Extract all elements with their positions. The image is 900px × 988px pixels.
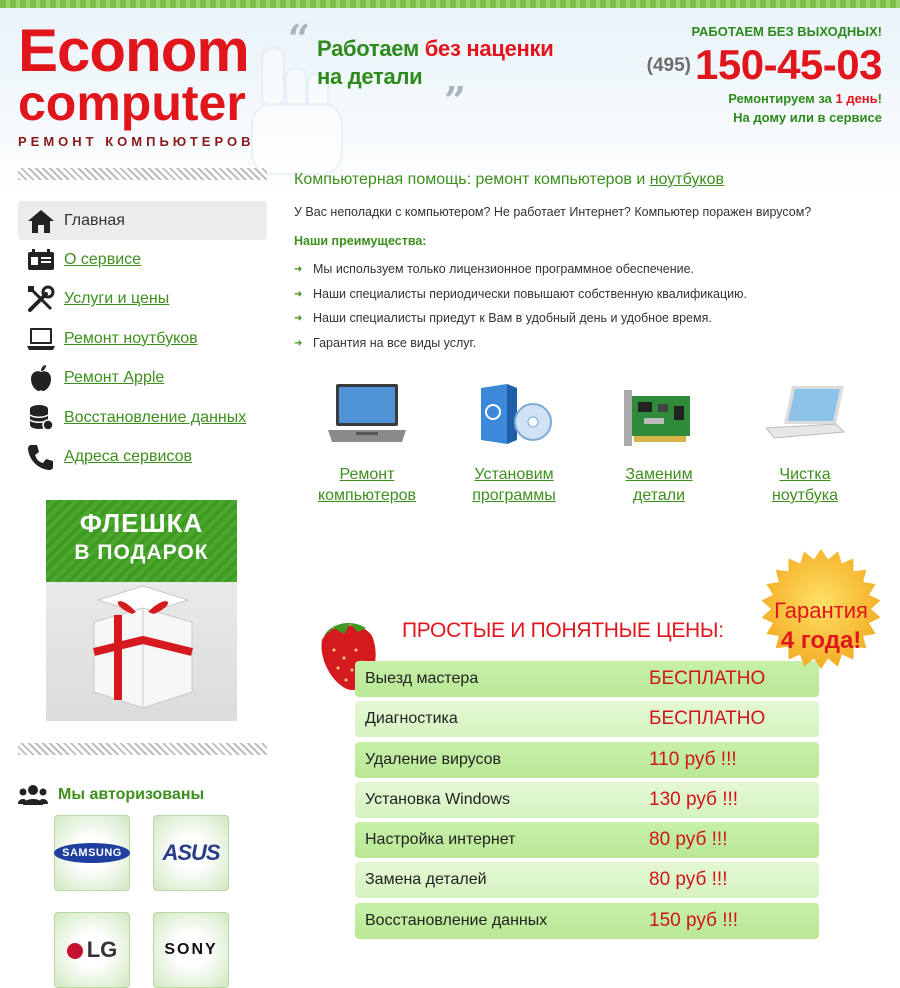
service-label-line1: Чистка [779, 466, 831, 483]
service-label-line1: Заменим [625, 466, 693, 483]
advantage-text: Наши специалисты периодически повышают собственную квалификацию. [313, 286, 747, 301]
price-value: 130 руб !!! [649, 788, 739, 810]
price-value: 150 руб !!! [649, 909, 739, 931]
logo-title-line2: computer [18, 75, 246, 131]
phone-number[interactable] [647, 41, 882, 89]
laptops-link[interactable]: ноутбуков [649, 171, 724, 188]
arrow-right-icon: ➜ [294, 288, 303, 300]
advantage-text: Наши специалисты приедут к Вам в удобный день и удобное время. [313, 311, 712, 325]
service-label-line1: Ремонт [339, 466, 395, 483]
nav-item-apple-repair[interactable] [18, 359, 267, 399]
nav-item-services[interactable] [18, 280, 267, 320]
promo-line2: В ПОДАРОК [74, 541, 209, 564]
table-row [355, 701, 819, 737]
table-row [355, 903, 819, 939]
authorized-title-text: Мы авторизованы [58, 786, 205, 803]
main-heading [294, 171, 724, 189]
slogan-highlight: без наценки [424, 36, 554, 61]
repair-prefix: Ремонтируем за [728, 91, 836, 106]
divider-hatch-bottom [18, 743, 267, 755]
arrow-right-icon: ➜ [294, 313, 303, 324]
software-box-icon [444, 378, 584, 452]
advantage-text: Мы используем только лицензионное программное обеспечение. [313, 262, 695, 276]
header-slogan [317, 35, 553, 91]
price-name: Замена деталей [365, 871, 487, 889]
table-row [355, 742, 819, 778]
price-name: Установка Windows [365, 790, 510, 808]
quote-close-icon: ” [444, 78, 466, 123]
brand-sony-text: SONY [164, 941, 218, 958]
brand-logo-asus[interactable] [153, 815, 229, 891]
nav-item-about[interactable] [18, 240, 267, 280]
nav-item-addresses[interactable] [18, 438, 267, 478]
nav-item-laptop-repair[interactable] [18, 319, 267, 359]
guarantee-line2: 4 года! [780, 627, 862, 654]
authorized-section-title [18, 780, 204, 810]
service-label-line2: детали [632, 487, 686, 504]
repair-suffix: ! [877, 91, 882, 106]
list-item [294, 262, 747, 287]
apple-icon [26, 363, 56, 393]
arrow-right-icon: ➜ [294, 337, 303, 349]
nav-label: Ремонт ноутбуков [64, 329, 198, 347]
quote-open-icon: “ [288, 16, 310, 61]
circuit-board-icon [589, 378, 729, 452]
price-value: 110 руб !!! [649, 748, 737, 770]
promo-line1: ФЛЕШКА [79, 508, 204, 538]
price-table [355, 661, 819, 943]
price-name: Настройка интернет [365, 831, 516, 849]
nav-item-data-recovery[interactable] [18, 398, 267, 438]
list-item [294, 287, 747, 312]
slogan-part1: Работаем [317, 36, 425, 61]
price-value: 80 руб !!! [649, 869, 728, 891]
brand-lg-text: LG [86, 937, 118, 962]
brand-asus-text: ASUS [162, 840, 220, 865]
laptop-image-icon [297, 378, 437, 452]
nav-label: Главная [64, 211, 125, 229]
home-icon [26, 206, 56, 236]
id-card-icon [26, 245, 56, 275]
service-replace-parts[interactable] [589, 378, 729, 506]
service-label[interactable] [444, 464, 584, 506]
promo-text [46, 508, 237, 568]
price-name: Выезд мастера [365, 670, 479, 687]
price-value: БЕСПЛАТНО [649, 668, 766, 689]
service-install-software[interactable] [444, 378, 584, 506]
service-laptop-cleaning[interactable] [735, 378, 875, 506]
table-row [355, 822, 819, 858]
repair-highlight: 1 день [835, 91, 878, 106]
phone-main: 150-45-03 [695, 41, 882, 88]
arrow-right-icon: ➜ [294, 264, 303, 275]
guarantee-line1: Гарантия [774, 598, 868, 623]
service-label[interactable] [297, 464, 437, 506]
logo-subtitle: РЕМОНТ КОМПЬЮТЕРОВ [18, 134, 255, 149]
database-icon [26, 403, 56, 433]
list-item [294, 336, 747, 361]
advantages-list [294, 262, 747, 360]
list-item [294, 311, 747, 336]
nav-label: Услуги и цены [64, 290, 170, 308]
brand-logo-lg[interactable] [54, 912, 130, 988]
brand-lg-logo [67, 937, 118, 963]
nav-label: О сервисе [64, 250, 142, 268]
service-label-line1: Установим [474, 466, 554, 483]
nav-item-home[interactable] [18, 201, 267, 240]
service-label[interactable] [735, 464, 875, 506]
advantages-title: Наши преимущества: [294, 234, 427, 248]
nav-label: Восстановление данных [64, 408, 247, 426]
phone-code: (495) [646, 55, 692, 76]
home-service-notice: На дому или в сервисе [733, 110, 882, 125]
advantage-text: Гарантия на все виды услуг. [313, 335, 477, 350]
lg-circle-icon [67, 943, 83, 959]
table-row [355, 862, 819, 898]
main-heading-text: Компьютерная помощь: ремонт компьютеров и [294, 171, 650, 188]
slogan-part3: на детали [317, 64, 423, 89]
tools-icon [26, 284, 56, 314]
nav-label: Адреса сервисов [64, 448, 192, 466]
repair-time-notice [647, 91, 882, 106]
brand-logo-samsung[interactable] [54, 815, 130, 891]
site-logo[interactable] [18, 17, 255, 149]
price-name: Удаление вирусов [365, 750, 502, 768]
price-name: Диагностика [365, 710, 458, 728]
laptop-icon [26, 324, 56, 354]
service-label-line2: компьютеров [317, 487, 417, 504]
prices-title: ПРОСТЫЕ И ПОНЯТНЫЕ ЦЕНЫ: [402, 619, 724, 642]
price-value: 80 руб !!! [649, 829, 728, 851]
service-computer-repair[interactable] [297, 378, 437, 506]
sidebar-nav [18, 201, 267, 477]
logo-title-line1: Econom [18, 17, 249, 84]
price-value: БЕСПЛАТНО [649, 708, 766, 730]
guarantee-badge-text [750, 596, 892, 656]
notebook-image-icon [735, 378, 875, 452]
service-label-line2: ноутбука [772, 487, 838, 504]
gift-box-icon [88, 582, 198, 712]
service-label[interactable] [589, 464, 729, 506]
intro-text: У Вас неполадки с компьютером? Не работает Интернет? Компьютер поражен вирусом? [294, 205, 812, 219]
divider-hatch-top [18, 168, 267, 180]
phone-icon [26, 442, 56, 472]
nav-label: Ремонт Apple [64, 369, 165, 387]
promo-flash-gift-banner[interactable] [46, 500, 237, 721]
service-label-line2: программы [472, 487, 556, 504]
work-days-notice: РАБОТАЕМ БЕЗ ВЫХОДНЫХ! [691, 24, 882, 39]
price-name: Восстановление данных [365, 911, 548, 929]
users-icon [18, 780, 48, 810]
header-contacts [647, 24, 882, 125]
brand-logo-sony[interactable] [153, 912, 229, 988]
brand-samsung-text: SAMSUNG [54, 843, 130, 863]
top-decor-strip [0, 0, 900, 8]
table-row [355, 782, 819, 818]
